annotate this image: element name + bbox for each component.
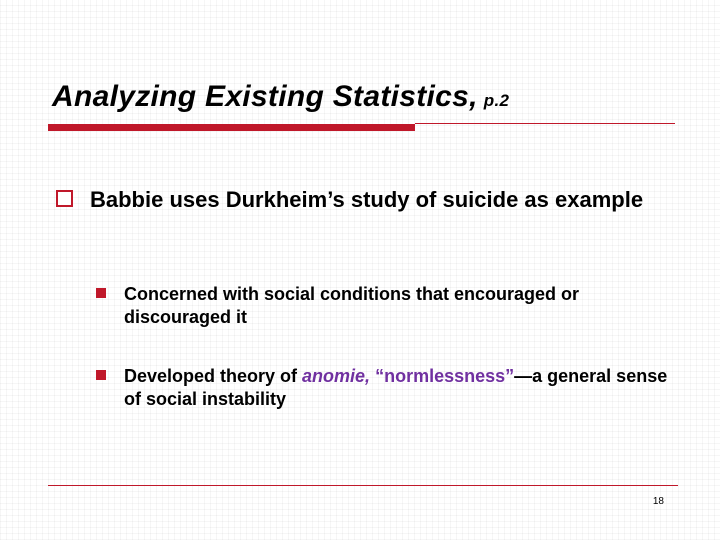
filled-square-bullet-icon <box>96 288 106 298</box>
sub-bullet-item <box>96 283 676 329</box>
sub-bullet-text-before: Developed theory of <box>124 366 303 386</box>
footer-rule <box>48 485 678 486</box>
filled-square-bullet-icon <box>96 370 106 380</box>
slide-title <box>52 80 509 114</box>
sub-bullet-item <box>96 365 676 411</box>
title-underline-thick <box>48 124 415 131</box>
sub-bullet-text <box>96 365 676 411</box>
anomie-term: anomie, <box>302 366 371 386</box>
normlessness-term: “normlessness” <box>375 366 515 386</box>
page-number: 18 <box>652 496 664 507</box>
bullet-item <box>56 186 676 214</box>
slide-title-main: Analyzing Existing Statistics, <box>52 80 478 113</box>
slide-title-suffix: p.2 <box>483 91 510 110</box>
title-underline-thin <box>415 123 675 124</box>
hollow-square-bullet-icon <box>56 190 73 207</box>
bullet-text: Babbie uses Durkheim’s study of suicide as example <box>90 187 644 212</box>
sub-bullet-text-after: —a general sense of social instability <box>124 366 668 409</box>
sub-bullet-text: Concerned with social conditions that encouraged or discouraged it <box>124 284 580 327</box>
